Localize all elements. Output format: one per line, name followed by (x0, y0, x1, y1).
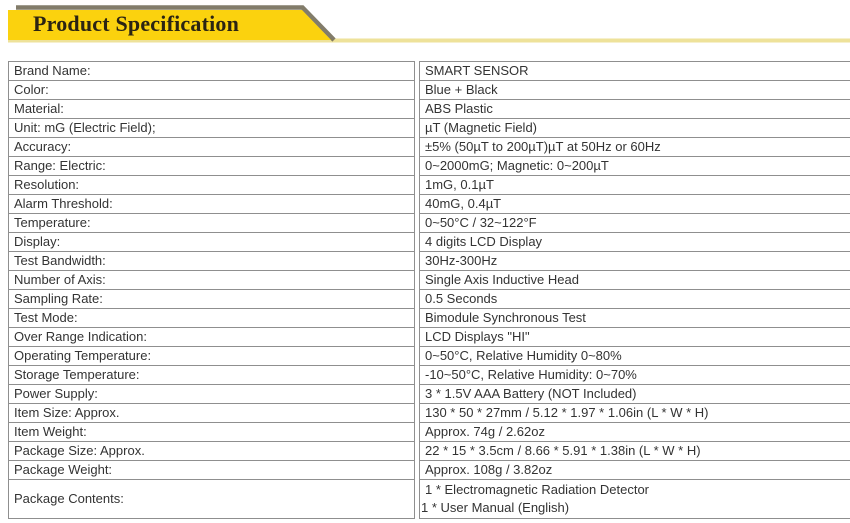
page-title: Product Specification (33, 11, 240, 36)
spec-label: Test Bandwidth: (9, 252, 414, 271)
spec-value: 0.5 Seconds (420, 290, 850, 309)
spec-label: Resolution: (9, 176, 414, 195)
spec-value-line1: 1 * Electromagnetic Radiation Detector (425, 482, 650, 497)
spec-value: ±5% (50µT to 200µT)µT at 50Hz or 60Hz (420, 138, 850, 157)
spec-table-labels (8, 61, 415, 519)
spec-value: SMART SENSOR (420, 62, 850, 81)
spec-label: Brand Name: (9, 62, 414, 81)
spec-value-line2: 1 * User Manual (English) (421, 500, 570, 515)
spec-value: Single Axis Inductive Head (420, 271, 850, 290)
spec-value: 0~50°C, Relative Humidity 0~80% (420, 347, 850, 366)
spec-label: Temperature: (9, 214, 414, 233)
spec-label: Unit: mG (Electric Field); (9, 119, 414, 138)
spec-label: Package Weight: (9, 461, 414, 480)
spec-label: Range: Electric: (9, 157, 414, 176)
spec-value: 40mG, 0.4µT (420, 195, 850, 214)
spec-label: Over Range Indication: (9, 328, 414, 347)
spec-label: Accuracy: (9, 138, 414, 157)
spec-label: Color: (9, 81, 414, 100)
spec-value: Approx. 74g / 2.62oz (420, 423, 850, 442)
spec-label: Alarm Threshold: (9, 195, 414, 214)
spec-value: 0~50°C / 32~122°F (420, 214, 850, 233)
spec-label-text: Package Contents: (14, 491, 124, 506)
spec-value: ABS Plastic (420, 100, 850, 119)
spec-label: Sampling Rate: (9, 290, 414, 309)
spec-value: µT (Magnetic Field) (420, 119, 850, 138)
spec-label: Material: (9, 100, 414, 119)
spec-label: Package Size: Approx. (9, 442, 414, 461)
spec-value: 130 * 50 * 27mm / 5.12 * 1.97 * 1.06in (L * W * H) (420, 404, 850, 423)
spec-value: 22 * 15 * 3.5cm / 8.66 * 5.91 * 1.38in (L * W * H) (420, 442, 850, 461)
spec-value: Blue + Black (420, 81, 850, 100)
spec-value: Approx. 108g / 3.82oz (420, 461, 850, 480)
spec-value: 4 digits LCD Display (420, 233, 850, 252)
spec-label: Power Supply: (9, 385, 414, 404)
spec-value: Bimodule Synchronous Test (420, 309, 850, 328)
spec-table-values (419, 61, 850, 519)
spec-label: Number of Axis: (9, 271, 414, 290)
spec-value: 1mG, 0.1µT (420, 176, 850, 195)
spec-label: Item Weight: (9, 423, 414, 442)
spec-value (420, 480, 850, 518)
spec-value: 3 * 1.5V AAA Battery (NOT Included) (420, 385, 850, 404)
spec-label: Display: (9, 233, 414, 252)
header-banner (0, 0, 850, 48)
spec-value: 0~2000mG; Magnetic: 0~200µT (420, 157, 850, 176)
spec-label: Item Size: Approx. (9, 404, 414, 423)
spec-label: Storage Temperature: (9, 366, 414, 385)
spec-value: LCD Displays "HI" (420, 328, 850, 347)
spec-value: 30Hz-300Hz (420, 252, 850, 271)
spec-label: Test Mode: (9, 309, 414, 328)
spec-value: -10~50°C, Relative Humidity: 0~70% (420, 366, 850, 385)
spec-label: Operating Temperature: (9, 347, 414, 366)
spec-label (9, 480, 414, 518)
